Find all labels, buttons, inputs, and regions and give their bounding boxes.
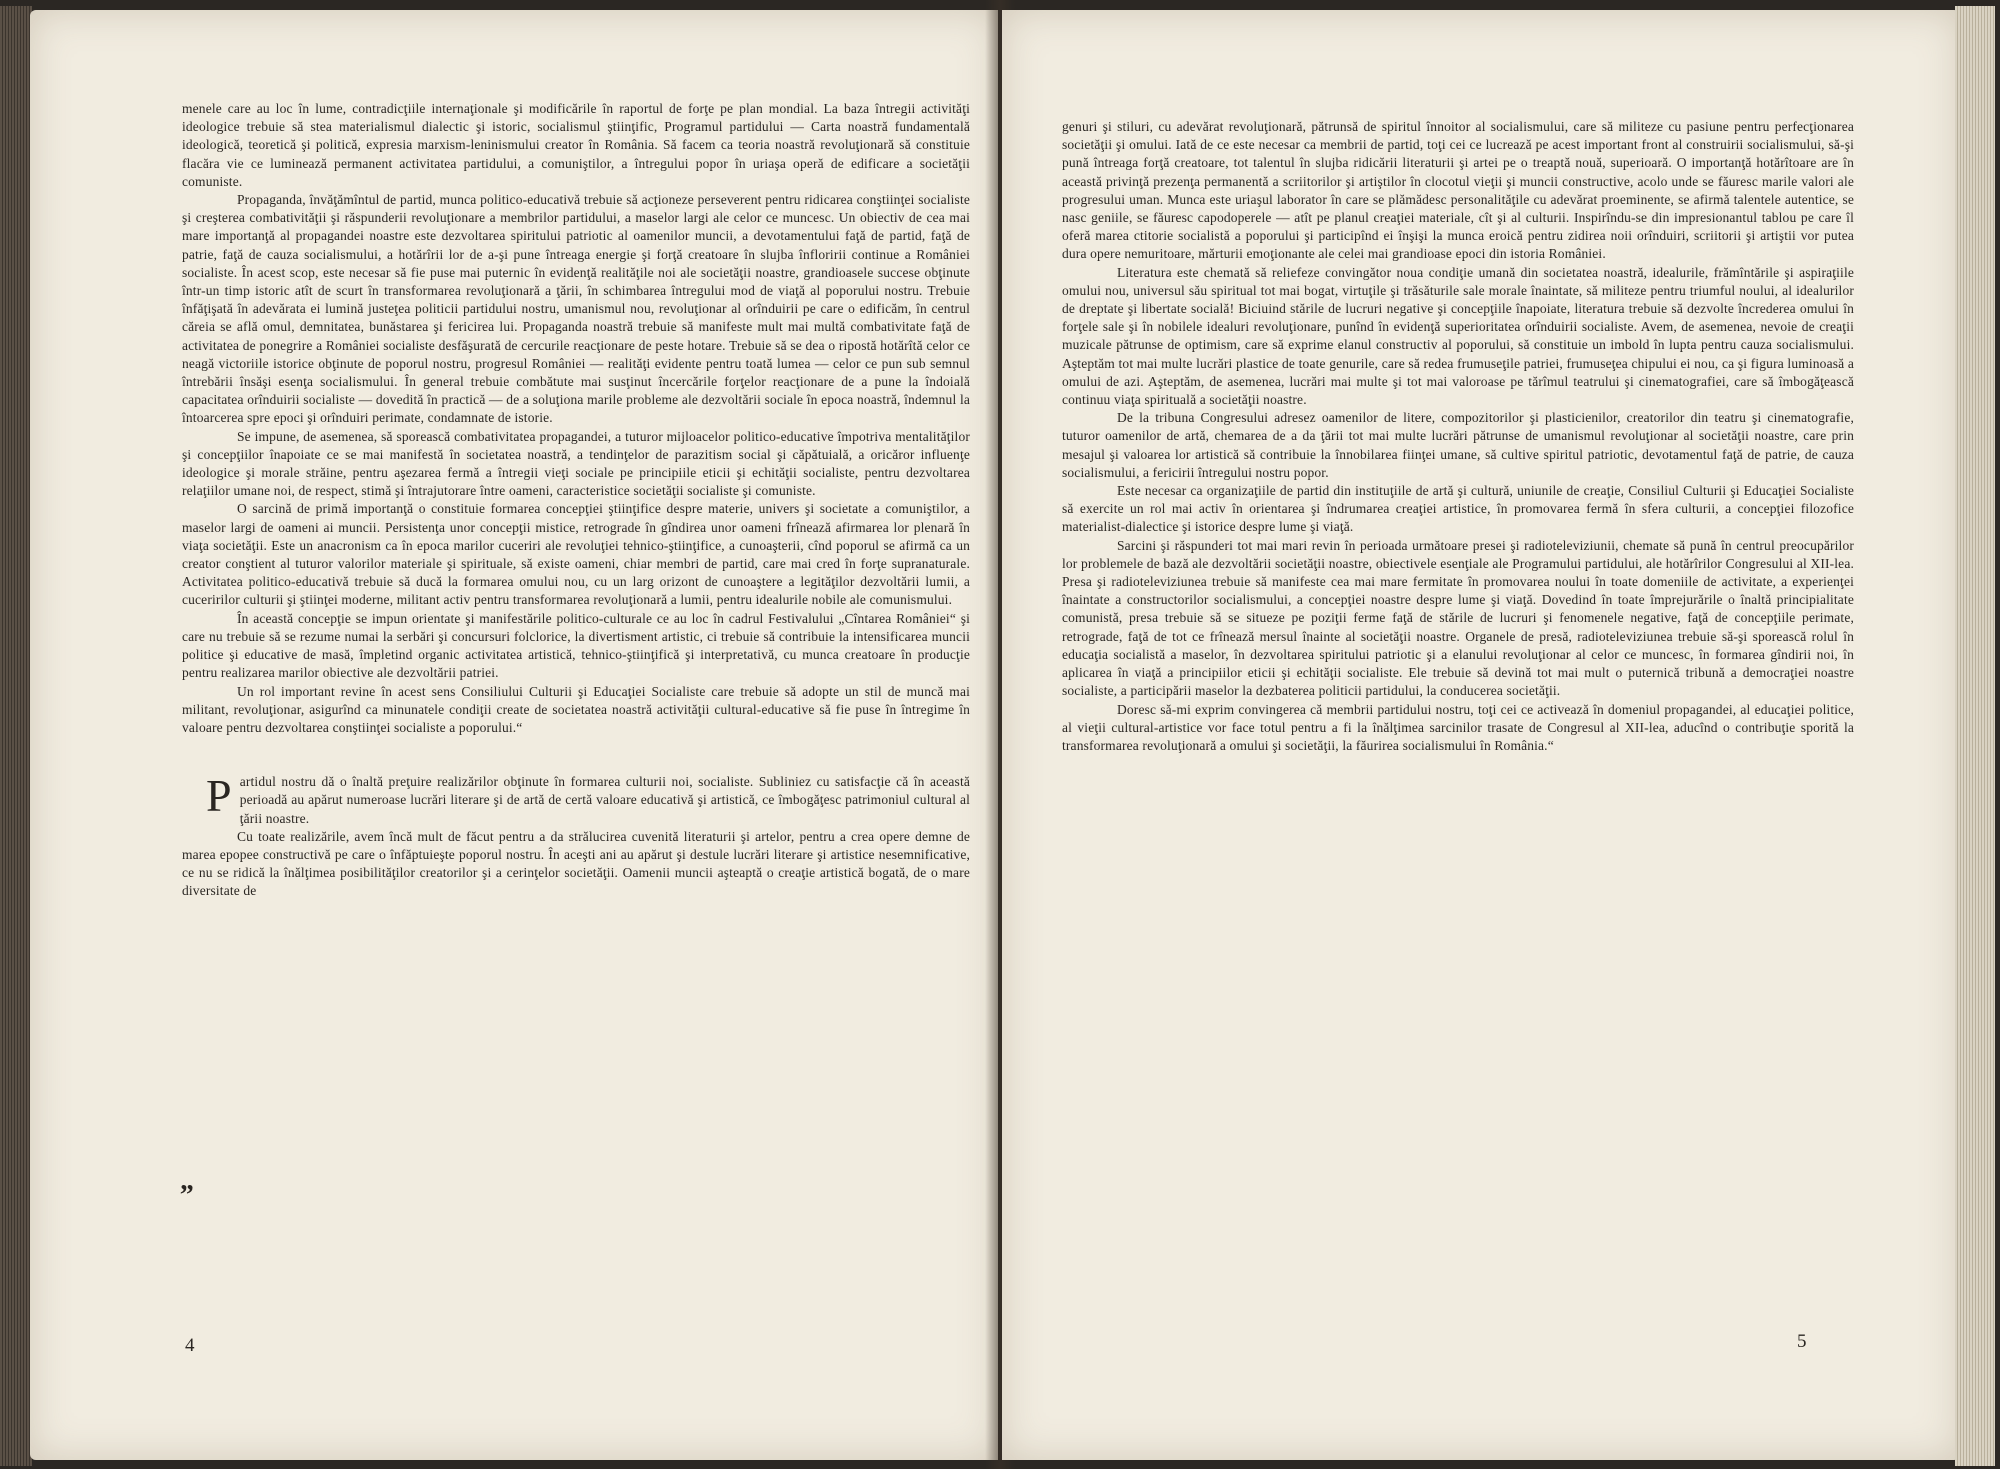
dropcap-paragraph-text: artidul nostru dă o înaltă preţuire realizărilor obţinute în formarea culturii noi, socialiste. Subliniez cu satisfacţie că în această perioadă au apărut numeroase lucrări literare şi de artă de certă valoare educativă şi artistică, ce îmbogăţesc patrimoniul cultural al ţării noastre. <box>239 774 970 826</box>
right-text-column <box>1062 118 1854 755</box>
page-number-left: 4 <box>185 1335 195 1356</box>
paragraph: menele care au loc în lume, contradicţiile internaţionale şi modificările în raportul de forţe pe plan mondial. La baza întregii activităţi ideologice trebuie să stea materialismul dialectic şi istoric, socialismul ştiinţific, Programul partidului — Carta noastră fundamentală ideologică, teoretică şi politică, expresia marxism-leninismului creator în România. Să facem ca teoria noastră revoluţionară să constituie flacăra vie ce luminează permanent activitatea partidului, a comuniştilor, a întregului popor în uriaşa operă de edificare a societăţii comuniste. <box>182 101 970 189</box>
paragraph: Sarcini şi răspunderi tot mai mari revin în perioada următoare presei şi radioteleviziunii, chemate să pună în centrul preocupărilor lor problemele de bază ale dezvoltării societăţii noastre, obiectivele esenţiale ale Programului partidului, ale hotărîrilor Congresului al XII-lea. Presa şi radioteleviziunea trebuie să manifeste cea mai mare fermitate în promovarea noului în toate domeniile de activitate, a experienţei înaintate a constructorilor socialismului, a concepţiei noastre despre lume şi viaţă. Dovedind în toate împrejurările o înaltă principialitate comunistă, presa trebuie să se situeze pe poziţii ferme faţă de stările de lucruri şi fenomenele negative, faţă de concepţiile perimate, retrograde, faţă de tot ce frînează mersul înainte al societăţii noastre. Organele de presă, radioteleviziunea trebuie să-şi sporească rolul în educaţia socialistă a maselor, în dezvoltarea spiritului patriotic şi a elanului revoluţionar al celor ce muncesc, în formarea gîndirii noi, în aplicarea în viaţă a principiilor eticii şi echităţii socialiste. Ele trebuie să devină tot mai mult o puternică tribună a democraţiei noastre socialiste, a participării maselor la dezbaterea politicii partidului, la conducerea societăţii. <box>1062 537 1854 699</box>
paragraph: Cu toate realizările, avem încă mult de făcut pentru a da strălucirea cuvenită literaturii şi artelor, pentru a crea opere demne de marea epopee constructivă pe care o înfăptuieşte poporul nostru. În aceşti ani au apărut şi destule lucrări literare şi artistice nesemnificative, ce nu se ridică la înălţimea posibilităţilor creatorilor şi a cerinţelor societăţii. Oamenii muncii aşteaptă o creaţie artistică bogată, de o mare diversitate de <box>182 828 970 899</box>
paragraph: Propaganda, învăţămîntul de partid, munca politico-educativă trebuie să acţioneze perseverent pentru ridicarea conştiinţei socialiste şi creşterea combativităţii şi răspunderii revoluţionare a membrilor partidului, a maselor largi ale celor ce muncesc. Un obiectiv de cea mai mare importanţă al propagandei noastre este dezvoltarea spiritului patriotic al oamenilor muncii, a devotamentului faţă de partid, faţă de patrie, faţă de cauza socialismului, a hotărîrii lor de a-şi pune întreaga energie şi forţă creatoare în slujba înfloririi continue a României socialiste. În acest scop, este necesar să fie puse mai puternic în evidenţă realităţile noi ale societăţii noastre, grandioasele succese obţinute într-un timp istoric atît de scurt în transformarea revoluţionară a ţării, în schimbarea întregului mod de viaţă al poporului nostru. Trebuie înfăţişată în adevărata ei lumină justeţea politicii partidului nostru, umanismul nou, revoluţionar al orînduirii pe care o edificăm, în centrul căreia se află omul, demnitatea, bunăstarea şi fericirea lui. Propaganda noastră trebuie să manifeste mult mai multă combativitate faţă de activitatea de ponegrire a României socialiste desfăşurată de cercurile reacţionare de peste hotare. Trebuie să se dea o ripostă hotărîtă celor ce neagă victoriile istorice obţinute de poporul nostru, progresul României — realităţi evidente pentru toată lumea — celor ce pun sub semnul întrebării însăşi esenţa socialismului. În general trebuie combătute mai susţinut încercările forţelor reacţionare de a pune la îndoială capacitatea orînduirii socialiste — dovedită în practică — de a soluţiona marile probleme ale dezvoltării sociale în epoca noastră, îndemnul la întoarcerea spre epoci şi orînduiri perimate, condamnate de istorie. <box>182 192 970 426</box>
dropcap-letter: P <box>206 770 232 822</box>
paragraph: De la tribuna Congresului adresez oamenilor de litere, compozitorilor şi plasticienilor, creatorilor din teatru şi cinematografie, tuturor oamenilor de artă, chemarea de a da ţării tot mai multe lucrări pătrunse de umanismul revoluţionar al societăţii noastre, care prin mesajul şi valoarea lor artistică să contribuie la înnobilarea fiinţei umane, să cultive spiritul patriotic, devotamentul faţă de patrie, de cauza socialismului, a fericirii întregului nostru popor. <box>1062 410 1854 480</box>
paragraph: Este necesar ca organizaţiile de partid din instituţiile de artă şi cultură, uniunile de creaţie, Consiliul Culturii şi Educaţiei Socialiste să exercite un rol mai activ în orientarea şi îndrumarea creaţiei artistice, în promovarea fermă în sfera culturii, a concepţiei filozofice materialist-dialectice şi istorice despre lume şi viaţă. <box>1062 483 1854 535</box>
paragraph: Literatura este chemată să reliefeze convingător noua condiţie umană din societatea noastră, idealurile, frămîntările şi aspiraţiile omului nou, universul său spiritual tot mai bogat, virtuţile şi trăsăturile sale morale înaintate, să militeze pentru triumful noului, al idealurilor de dreptate şi libertate socială! Biciuind stările de lucruri negative şi concepţiile înapoiate, literatura trebuie să dezvolte încrederea omului în forţele sale şi în nobilele idealuri revoluţionare, punînd în evidenţă superioritatea orînduirii socialiste. Avem, de asemenea, nevoie de creaţii muzicale pătrunse de optimism, care să exprime elanul constructiv al poporului, să constituie un imbold în lupta pentru cauza socialismului. Aşteptăm tot mai multe lucrări plastice de toate genurile, care să redea frumuseţile patriei, frumuseţea chipului ei nou, ca şi figura luminoasă a omului de azi. Aşteptăm, de asemenea, lucrări mai multe şi tot mai valoroase pe tărîmul teatrului şi cinematografiei, care să îmbogăţească continuu viaţa spirituală a societăţii noastre. <box>1062 264 1854 408</box>
left-text-column <box>182 100 970 901</box>
right-page <box>1002 10 1960 1460</box>
paragraph: Se impune, de asemenea, să sporească combativitatea propagandei, a tuturor mijloacelor politico-educative împotriva mentalităţilor şi concepţiilor înapoiate ce se mai manifestă în societatea noastră, a tendinţelor de parazitism social şi căpătuială, a oricăror influenţe ideologice şi morale străine, pentru aşezarea fermă a întregii vieţi sociale pe principiile eticii şi echităţii socialiste, pentru dezvoltarea relaţiilor umane noi, de respect, stimă şi întrajutorare între oameni, caracteristice societăţii socialiste şi comuniste. <box>182 428 970 499</box>
paragraph: În această concepţie se impun orientate şi manifestările politico-culturale ce au loc în cadrul Festivalului „Cîntarea României“ şi care nu trebuie să se rezume numai la serbări şi concursuri folclorice, la divertisment artistic, ci trebuie să contribuie la intensificarea muncii politice şi educative de masă, împletind organic activitatea artistică, tehnico-ştiinţifică şi interpretativă, cu munca creatoare în producţie pentru realizarea marilor obiective ale dezvoltării patriei. <box>182 610 970 681</box>
paragraph: O sarcină de primă importanţă o constituie formarea concepţiei ştiinţifice despre materie, univers şi societate a comuniştilor, a maselor largi de oameni ai muncii. Persistenţa unor concepţii mistice, retrograde în gîndirea unor oameni frînează afirmarea lor plenară în viaţa societăţii. Este un anacronism ca în epoca marilor cuceriri ale revoluţiei tehnico-ştiinţifice, a cunoaşterii, cînd poporul se afirmă ca un creator conştient al tuturor valorilor materiale şi spirituale, să existe oameni, chiar membri de partid, care mai cred în forţe supranaturale. Activitatea politico-educativă trebuie să ducă la formarea omului nou, cu un larg orizont de cunoaştere a legităţilor dezvoltării lumii, a cuceririlor culturii şi ştiinţei moderne, militant activ pentru transformarea revoluţionară a lumii, pentru idealurile nobile ale comunismului. <box>182 501 970 608</box>
paragraph: genuri şi stiluri, cu adevărat revoluţionară, pătrunsă de spiritul înnoitor al socialismului, care să militeze cu pasiune pentru perfecţionarea societăţii şi omului. Iată de ce este necesar ca membrii de partid, toţi cei ce lucrează pe acest important front al construirii socialismului, să-şi pună întreaga forţă creatoare, tot talentul în slujba ridicării literaturii şi artei pe o treaptă nouă, superioară. O importanţă hotărîtoare are în această privinţă prezenţa permanentă a scriitorilor şi artiştilor în clocotul vieţii şi muncii constructive, acolo unde se făuresc marile valori ale progresului uman. Munca este uriaşul laborator în care se plămădesc personalităţile cu adevărat proeminente, se afirmă talentele autentice, se nasc geniile, se făuresc capodoperele — atît pe planul creaţiei materiale, cît şi al culturii. Inspirîndu-se din impresionantul tablou pe care îl oferă marea ctitorie socialistă a poporului şi participînd ei înşişi la munca eroică pentru zidirea noii orînduiri, scriitorii şi artiştii vor putea dura opere nemuritoare, mărturii emoţionante ale celei mai grandioase epoci din istoria României. <box>1062 119 1854 262</box>
paragraph: Doresc să-mi exprim convingerea că membrii partidului nostru, toţi cei ce activează în domeniul propagandei, al educaţiei politice, al vieţii cultural-artistice vor face totul pentru a fi la înălţimea sarcinilor trasate de Congresul al XII-lea, aducînd o contribuţie sporită la transformarea revoluţionară a omului şi societăţii, la făurirea socialismului în România.“ <box>1062 701 1854 753</box>
right-page-edges <box>1955 6 1995 1466</box>
paragraph: Un rol important revine în acest sens Consiliului Culturii şi Educaţiei Socialiste care trebuie să adopte un stil de muncă mai militant, revoluţionar, asigurînd ca minunatele condiţii create de societatea noastră activităţii cultural-educative să fie puse în întregime în valoare pentru dezvoltarea conştiinţei socialiste a poporului.“ <box>182 683 970 735</box>
page-number-right: 5 <box>1797 1331 1807 1352</box>
left-page <box>30 10 998 1460</box>
opening-quote-mark: „ <box>180 1165 194 1196</box>
left-page-edges <box>0 6 32 1466</box>
dropcap-paragraph <box>182 770 970 828</box>
